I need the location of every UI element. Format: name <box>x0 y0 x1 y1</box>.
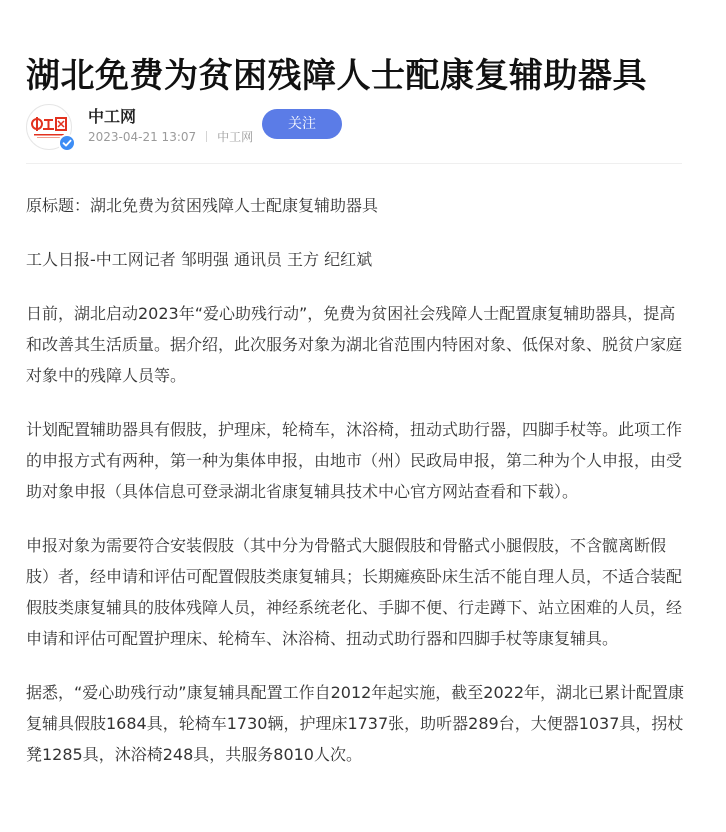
meta-divider <box>206 131 207 142</box>
paragraph-eligibility: 申报对象为需要符合安装假肢（其中分为骨骼式大腿假肢和骨骼式小腿假肢，不含髋离断假肢）者，经申请和评估可配置假肢类康复辅具；长期瘫痪卧床生活不能自理人员，不适合装配假肢类康复辅具的肢体残障人员，神经系统老化、手脚不便、行走蹲下、站立困难的人员，经申请和评估可配置护理床、轮椅车、沐浴椅、扭动式助行器和四脚手杖等康复辅具。 <box>26 536 683 648</box>
publish-date: 2023-04-21 13:07 <box>88 130 197 144</box>
paragraph-statistics: 据悉，“爱心助残行动”康复辅具配置工作自2012年起实施，截至2022年，湖北已累计配置康复辅具假肢1684具，轮椅车1730辆，护理床1737张，助听器289台，大便器1037具，拐杖凳1285具，沐浴椅248具，共服务8010人次。 <box>26 683 685 764</box>
paragraph-devices: 计划配置辅助器具有假肢，护理床，轮椅车，沐浴椅，扭动式助行器，四脚手杖等。此项工作的申报方式有两种，第一种为集体申报，由地市（州）民政局申报，第二种为个人申报，由受助对象申报（具体信息可登录湖北省康复辅具技术中心官方网站查看和下载）。 <box>26 420 683 501</box>
paragraph-launch: 日前，湖北启动2023年“爱心助残行动”，免费为贫困社会残障人士配置康复辅助器具，提高和改善其生活质量。据介绍，此次服务对象为湖北省范围内特困对象、低保对象、脱贫户家庭对象中的残障人员等。 <box>26 304 683 385</box>
publish-source: 中工网 <box>217 130 254 144</box>
author-bar <box>26 100 686 160</box>
publish-meta <box>88 128 253 145</box>
article-title: 湖北免费为贫困残障人士配康复辅助器具 <box>26 55 647 96</box>
header-divider <box>26 163 682 164</box>
article-body <box>26 190 686 770</box>
follow-button[interactable]: 关注 <box>262 109 342 139</box>
verified-check-icon <box>58 134 76 152</box>
paragraph-original-title: 原标题：湖北免费为贫困残障人士配康复辅助器具 <box>26 196 379 215</box>
paragraph-byline: 工人日报-中工网记者 邹明强 通讯员 王方 纪红斌 <box>26 250 373 269</box>
author-name[interactable]: 中工网 <box>88 107 137 126</box>
